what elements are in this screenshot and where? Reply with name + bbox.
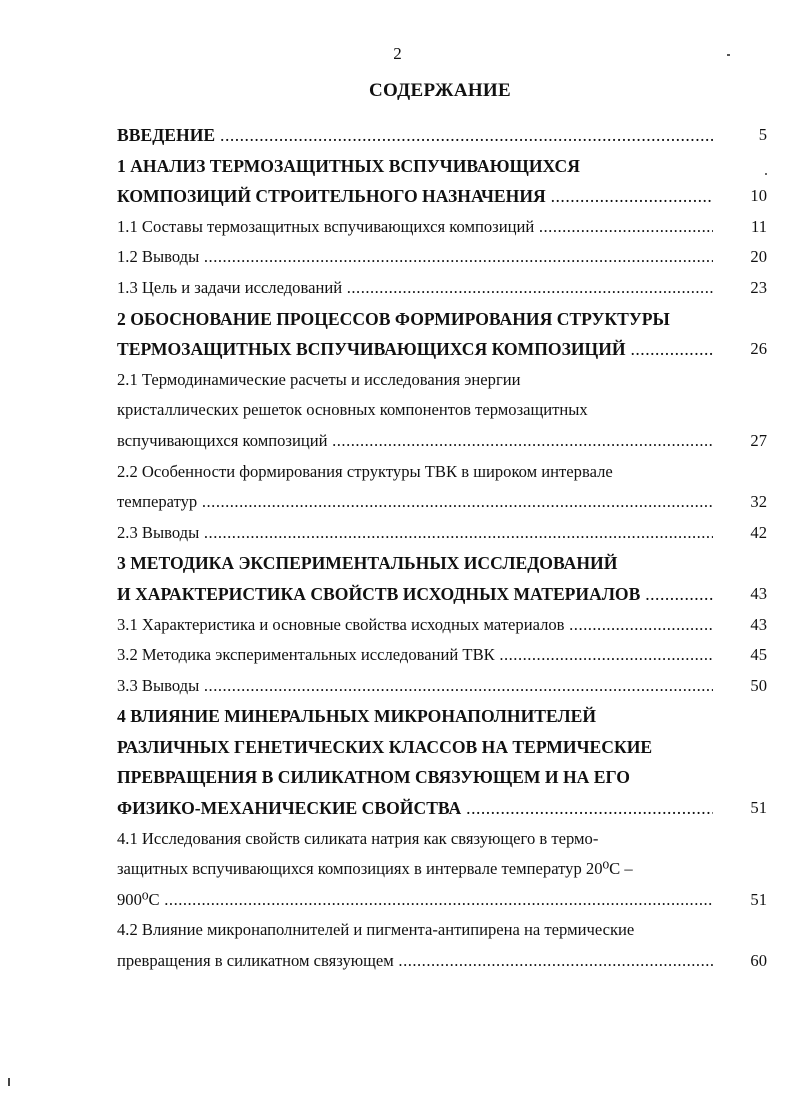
- toc-entry-page: 45: [750, 645, 767, 665]
- toc-entry-page: 10: [750, 186, 767, 206]
- toc-entry-page: 20: [750, 247, 767, 267]
- toc-entry-title: 2 ОБОСНОВАНИЕ ПРОЦЕССОВ ФОРМИРОВАНИЯ СТРУКТУРЫ: [117, 308, 670, 329]
- toc-entry: [117, 548, 767, 579]
- toc-entry-page: 43: [750, 614, 767, 634]
- toc-entry: [117, 915, 767, 946]
- toc-entry: [117, 181, 767, 212]
- toc-entry: [117, 579, 767, 610]
- toc-entry: [117, 457, 767, 488]
- toc-entry-page: 43: [750, 583, 767, 603]
- toc-entry: [117, 151, 767, 182]
- toc-entry-page: 26: [750, 339, 767, 359]
- toc-entry-title: КОМПОЗИЦИЙ СТРОИТЕЛЬНОГО НАЗНАЧЕНИЯ .....: [117, 181, 713, 212]
- toc-entry: [117, 885, 767, 916]
- toc-entry: [117, 334, 767, 365]
- toc-entry-title: 900⁰С .....: [117, 885, 713, 916]
- toc-entry: [117, 212, 767, 243]
- toc-entry-page: 51: [750, 798, 767, 818]
- toc-entry-page: 27: [750, 430, 767, 450]
- toc-entry: [117, 701, 767, 732]
- scan-speck: [8, 1078, 10, 1086]
- toc-entry-page: 50: [750, 675, 767, 695]
- toc-entry-page: 32: [750, 492, 767, 512]
- toc-entry: [117, 365, 767, 396]
- toc-entry-title: защитных вспучивающихся композициях в интервале температур 20⁰С –: [117, 859, 633, 879]
- toc-entry-page: 5: [758, 125, 767, 144]
- toc-entry-title: ТЕРМОЗАЩИТНЫХ ВСПУЧИВАЮЩИХСЯ КОМПОЗИЦИЙ .....: [117, 334, 713, 365]
- toc-entry-title: РАЗЛИЧНЫХ ГЕНЕТИЧЕСКИХ КЛАССОВ НА ТЕРМИЧЕСКИЕ: [117, 736, 653, 757]
- toc-entry-page: 11: [751, 216, 767, 236]
- toc-entry-page: 23: [750, 277, 767, 297]
- toc-entry-title: 1.2 Выводы .....: [117, 242, 713, 273]
- toc-entry-title: 1 АНАЛИЗ ТЕРМОЗАЩИТНЫХ ВСПУЧИВАЮЩИХСЯ: [117, 155, 580, 176]
- toc-entry-title: 1.1 Составы термозащитных вспучивающихся композиций .....: [117, 212, 713, 243]
- toc-entry-title: 2.2 Особенности формирования структуры ТВК в широком интервале: [117, 461, 613, 481]
- toc-entry: [117, 120, 767, 151]
- toc-entry-page: 51: [750, 889, 767, 909]
- toc-entry: [117, 518, 767, 549]
- toc-entry-title: ФИЗИКО-МЕХАНИЧЕСКИЕ СВОЙСТВА .....: [117, 793, 713, 824]
- toc-entry-title: 3.3 Выводы .....: [117, 671, 713, 702]
- toc-entry: [117, 242, 767, 273]
- toc-entry: [117, 610, 767, 641]
- toc-entry: [117, 793, 767, 824]
- toc-entry: [117, 762, 767, 793]
- toc-entry: [117, 640, 767, 671]
- toc-entry: [117, 946, 767, 977]
- toc-entry-title: температур .....: [117, 487, 713, 518]
- toc-entry: [117, 304, 767, 335]
- toc-entry: [117, 671, 767, 702]
- toc-title: СОДЕРЖАНИЕ: [369, 80, 511, 101]
- page-number: 2: [393, 44, 402, 63]
- toc-entry-title: 3 МЕТОДИКА ЭКСПЕРИМЕНТАЛЬНЫХ ИССЛЕДОВАНИЙ: [117, 553, 618, 574]
- toc-entry-title: 2.1 Термодинамические расчеты и исследования энергии: [117, 369, 521, 389]
- toc-entry-title: 3.1 Характеристика и основные свойства исходных материалов .....: [117, 610, 713, 641]
- toc-entry-title: превращения в силикатном связующем .....: [117, 946, 713, 977]
- table-of-contents: [117, 120, 767, 977]
- toc-entry-page: 42: [750, 522, 767, 542]
- toc-entry-title: И ХАРАКТЕРИСТИКА СВОЙСТВ ИСХОДНЫХ МАТЕРИАЛОВ .....: [117, 579, 713, 610]
- toc-entry-title: 4.2 Влияние микронаполнителей и пигмента-антипирена на термические: [117, 920, 635, 940]
- scan-speck: [765, 173, 767, 175]
- toc-entry-title: 4 ВЛИЯНИЕ МИНЕРАЛЬНЫХ МИКРОНАПОЛНИТЕЛЕЙ: [117, 706, 597, 727]
- toc-entry: [117, 487, 767, 518]
- toc-entry-title: 2.3 Выводы .....: [117, 518, 713, 549]
- scan-speck: [727, 54, 730, 56]
- toc-entry-title: 4.1 Исследования свойств силиката натрия как связующего в термо-: [117, 828, 599, 848]
- toc-entry: [117, 824, 767, 855]
- toc-entry-title: кристаллических решеток основных компонентов термозащитных: [117, 400, 588, 420]
- toc-entry-page: 60: [750, 951, 767, 971]
- toc-entry: [117, 854, 767, 885]
- toc-entry-title: ПРЕВРАЩЕНИЯ В СИЛИКАТНОМ СВЯЗУЮЩЕМ И НА ЕГО: [117, 767, 630, 788]
- toc-entry-title: 3.2 Методика экспериментальных исследований ТВК .....: [117, 640, 713, 671]
- toc-entry-title: 1.3 Цель и задачи исследований .....: [117, 273, 713, 304]
- toc-entry: [117, 732, 767, 763]
- toc-entry: [117, 426, 767, 457]
- toc-entry: [117, 273, 767, 304]
- toc-entry: [117, 395, 767, 426]
- toc-entry-title: вспучивающихся композиций .....: [117, 426, 713, 457]
- toc-entry-title: ВВЕДЕНИЕ .....: [117, 120, 713, 151]
